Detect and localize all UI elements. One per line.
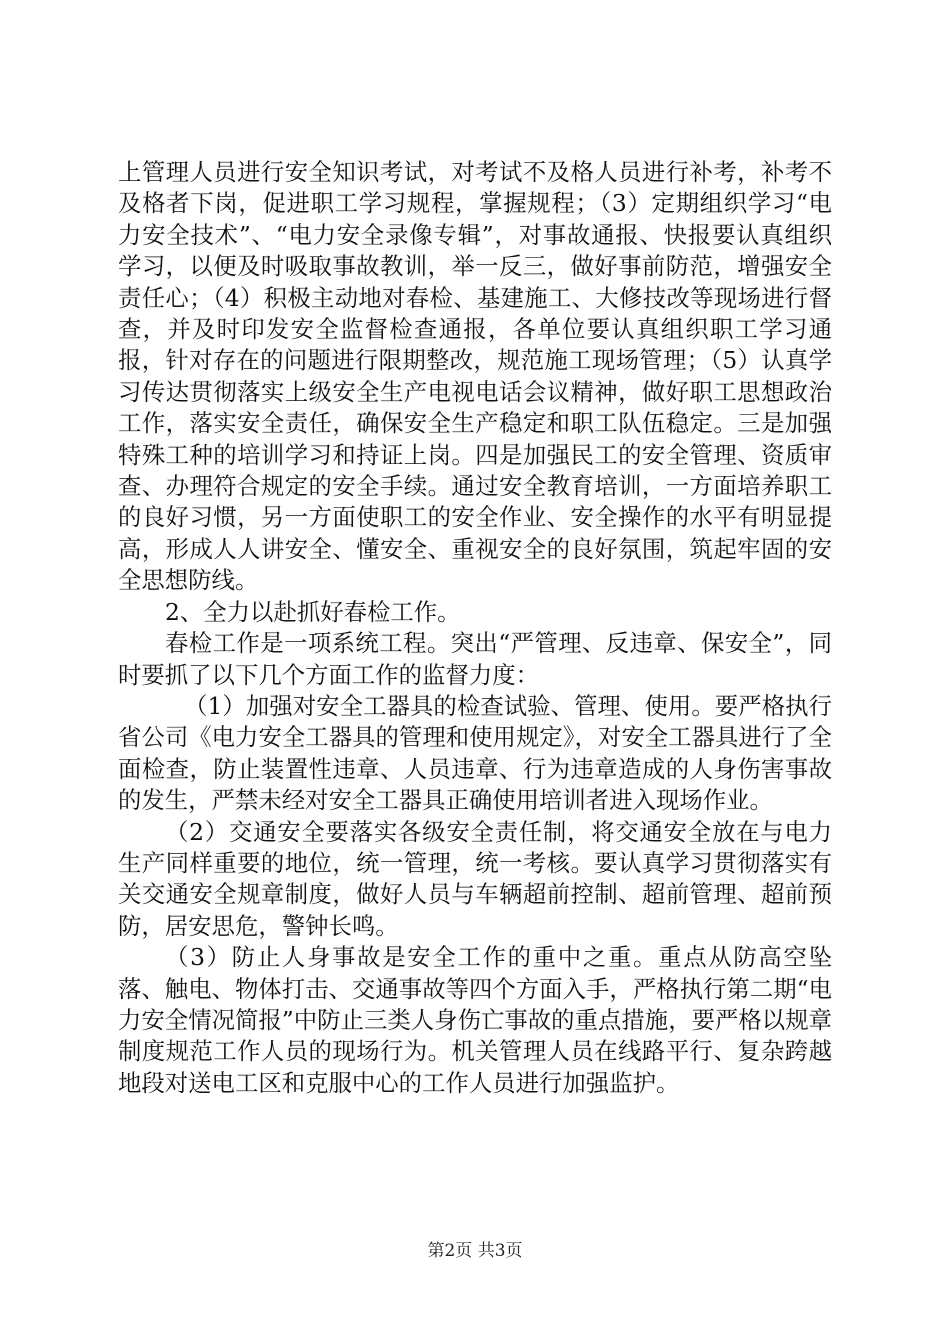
document-body	[118, 157, 832, 1099]
paragraph-safety-training: 上管理人员进行安全知识考试，对考试不及格人员进行补考，补考不及格者下岗，促进职工学习规程，掌握规程；（3）定期组织学习“电力安全技术”、“电力安全录像专辑”，对事故通报、快报要认真组织学习，以便及时吸取事故教训，举一反三，做好事前防范，增强安全责任心；（4）积极主动地对春检、基建施工、大修技改等现场进行督查，并及时印发安全监督检查通报，各单位要认真组织职工学习通报，针对存在的问题进行限期整改，规范施工现场管理；（5）认真学习传达贯彻落实上级安全生产电视电话会议精神，做好职工思想政治工作，落实安全责任，确保安全生产稳定和职工队伍稳定。三是加强特殊工种的培训学习和持证上岗。四是加强民工的安全管理、资质审查、办理符合规定的安全手续。通过安全教育培训，一方面培养职工的良好习惯，另一方面使职工的安全作业、安全操作的水平有明显提高，形成人人讲安全、懂安全、重视安全的良好氛围，筑起牢固的安全思想防线。	[118, 158, 832, 595]
paragraph-spring-inspection-intro: 春检工作是一项系统工程。突出“严管理、反违章、保安全”，同时要抓了以下几个方面工作的监督力度：	[118, 629, 832, 689]
heading-spring-inspection: 2、全力以赴抓好春检工作。	[165, 597, 461, 626]
page-number-footer: 第2页 共3页	[427, 1241, 523, 1261]
paragraph-safety-tools: （1）加强对安全工器具的检查试验、管理、使用。要严格执行省公司《电力安全工器具的管理和使用规定》，对安全工器具进行了全面检查，防止装置性违章、人员违章、行为违章造成的人身伤害事故的发生，严禁未经对安全工器具正确使用培训者进入现场作业。	[118, 691, 832, 815]
paragraph-personal-accidents: （3）防止人身事故是安全工作的重中之重。重点从防高空坠落、触电、物体打击、交通事故等四个方面入手，严格执行第二期“电力安全情况简报”中防止三类人身伤亡事故的重点措施，要严格以规章制度规范工作人员的现场行为。机关管理人员在线路平行、复杂跨越地段对送电工区和克服中心的工作人员进行加强监护。	[118, 943, 832, 1097]
paragraph-traffic-safety: （2）交通安全要落实各级安全责任制，将交通安全放在与电力生产同样重要的地位，统一管理，统一考核。要认真学习贯彻落实有关交通安全规章制度，做好人员与车辆超前控制、超前管理、超前预防，居安思危，警钟长鸣。	[118, 817, 832, 940]
